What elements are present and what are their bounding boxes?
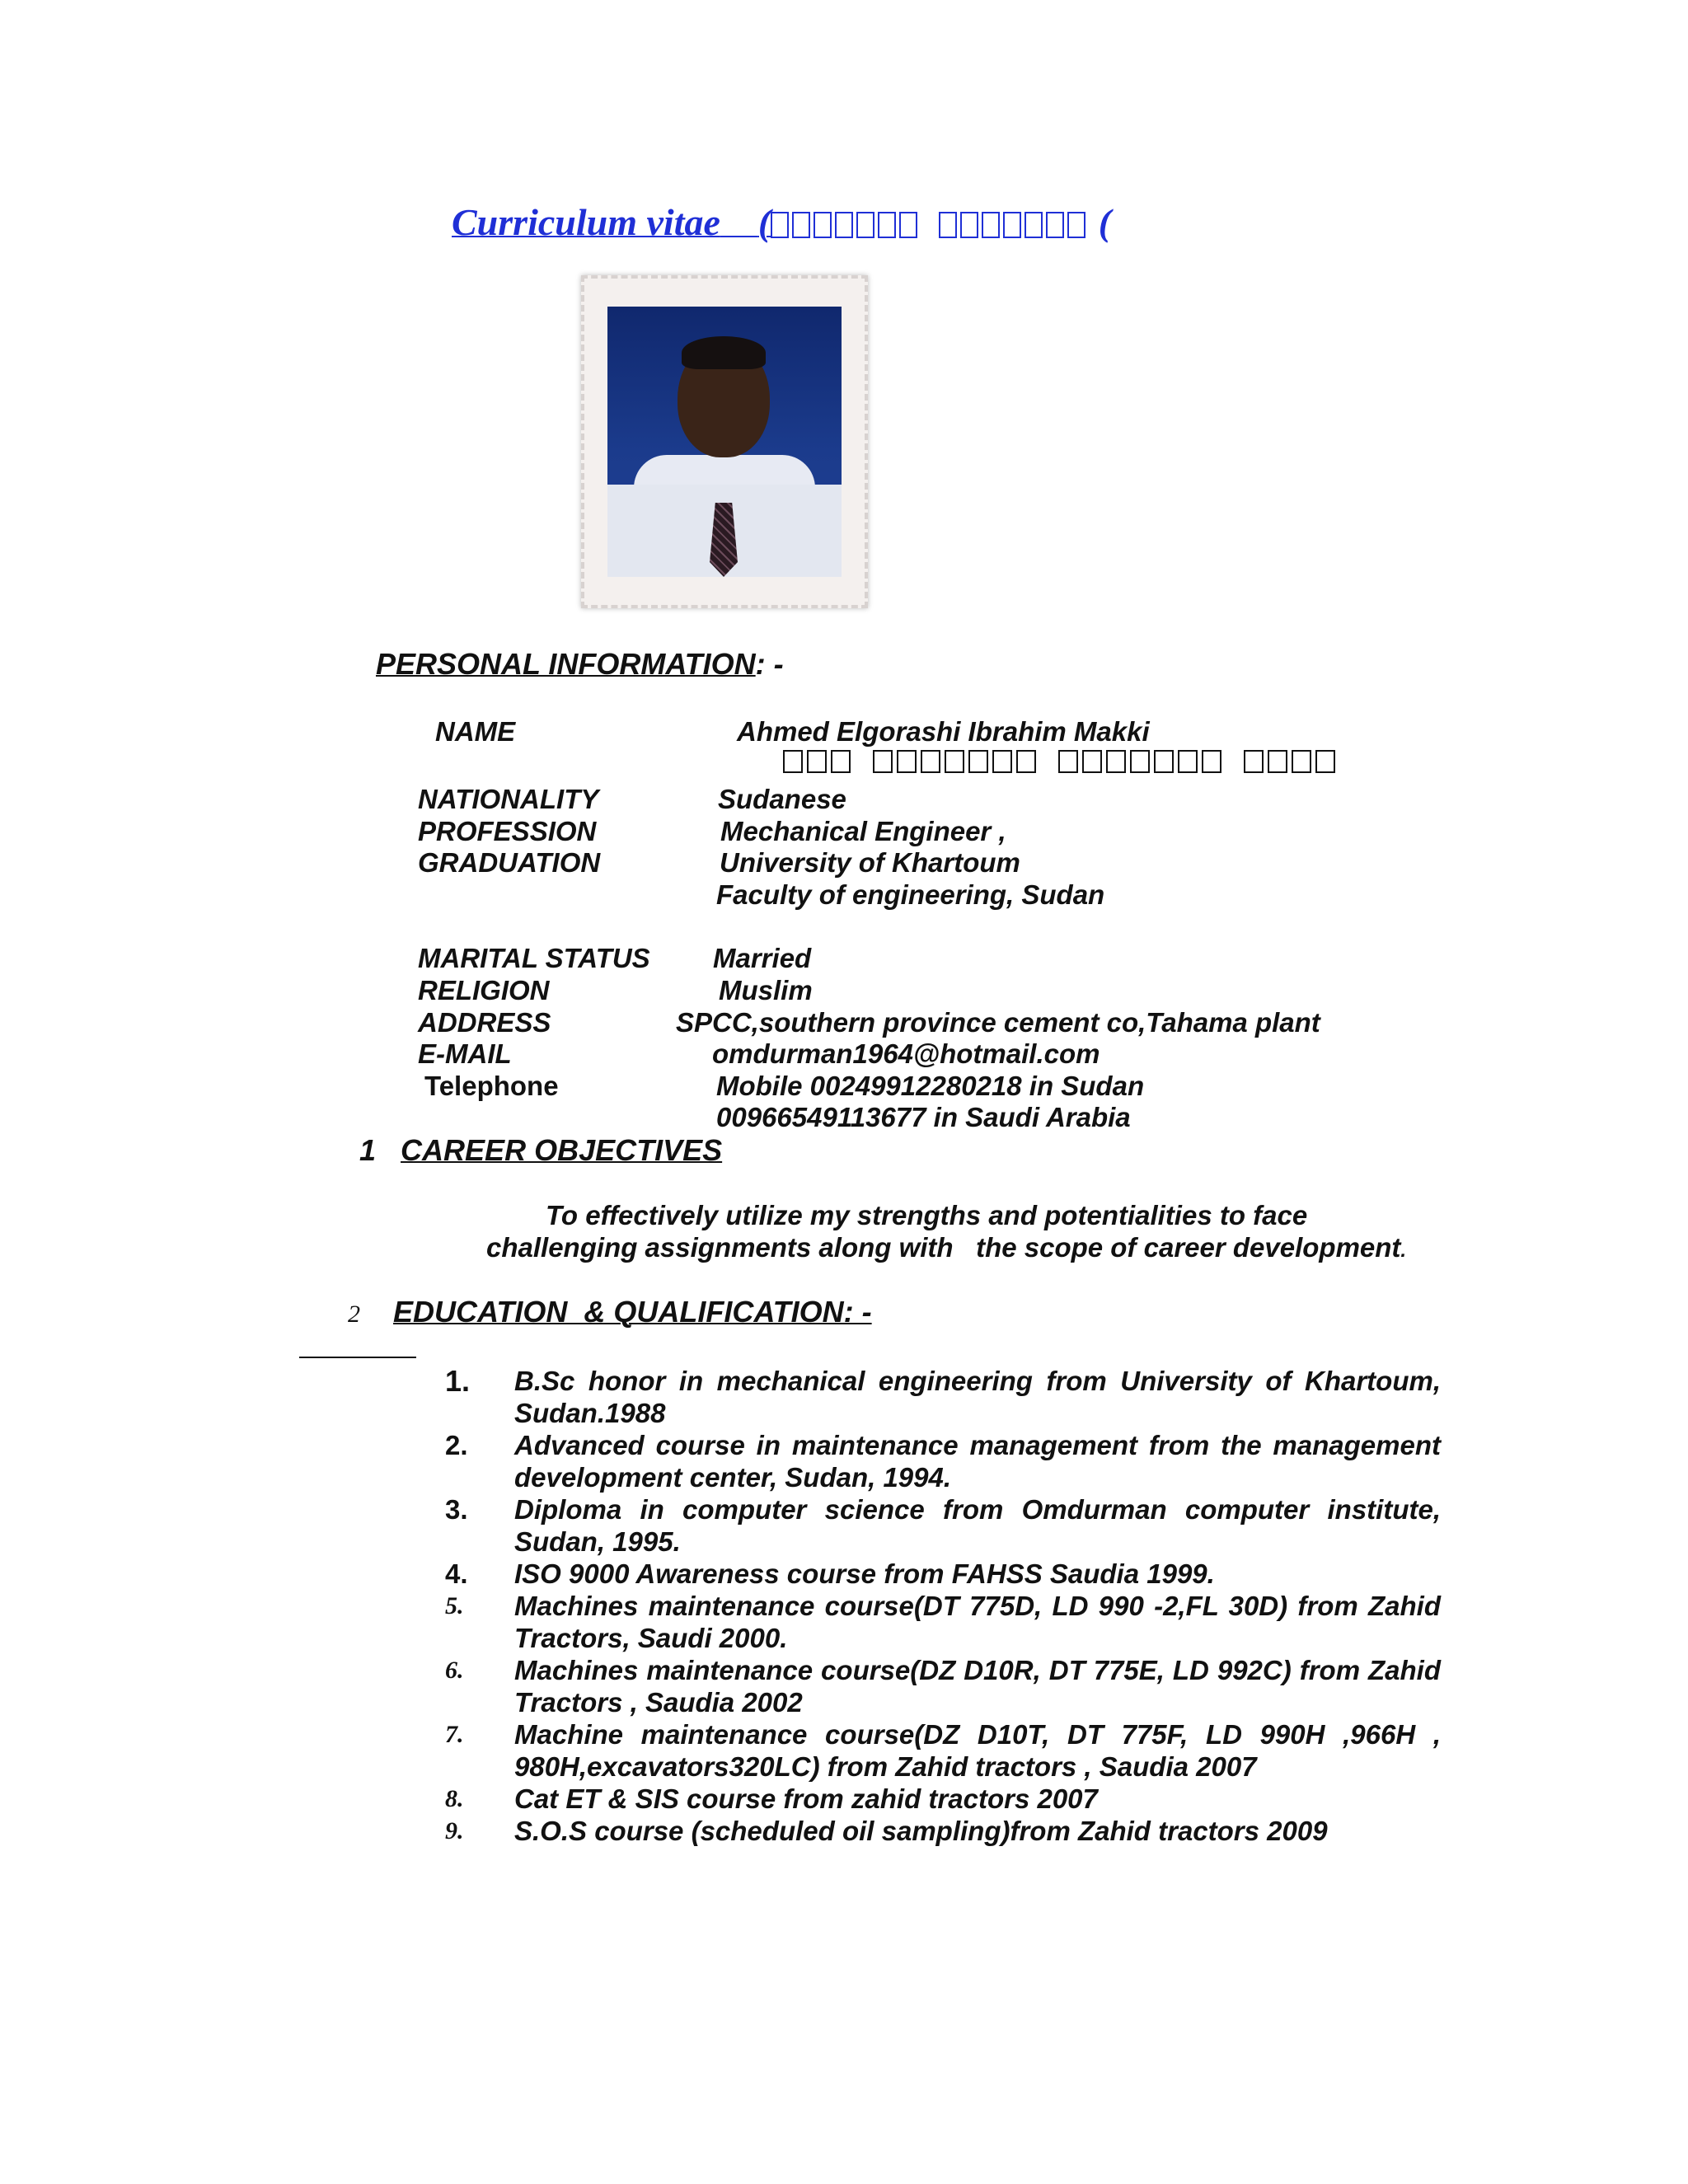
profession-value: Mechanical Engineer , — [720, 816, 1006, 846]
document-title[interactable]: Curriculum vitae ( ( — [452, 199, 1111, 246]
list-item: 5. Machines maintenance course(DT 775D, LD 990 -2,FL 30D) from Zahid Tractors, Saudi 2000. — [445, 1591, 1441, 1653]
personal-information-heading: PERSONAL INFORMATION: - — [376, 647, 784, 681]
list-item: 1. B.Sc honor in mechanical engineering from University of Khartoum, Sudan.1988 — [445, 1364, 1441, 1428]
email-value[interactable]: omdurman1964@hotmail.com — [712, 1038, 1100, 1069]
address-label: ADDRESS — [418, 1007, 551, 1038]
telephone-label: Telephone — [424, 1071, 559, 1101]
name-value: Ahmed Elgorashi Ibrahim Makki — [737, 716, 1150, 747]
marital-status-label: MARITAL STATUS — [418, 943, 650, 973]
short-rule — [299, 1357, 416, 1358]
missing-glyphs-arabic-title — [771, 199, 1089, 246]
religion-value: Muslim — [719, 975, 813, 1005]
email-label: E-MAIL — [418, 1038, 512, 1069]
title-link[interactable]: Curriculum vitae ( — [452, 201, 1089, 243]
telephone-value-saudi: 00966549113677 in Saudi Arabia — [716, 1102, 1131, 1132]
list-item: 4. ISO 9000 Awareness course from FAHSS Saudia 1999. — [445, 1558, 1215, 1589]
list-item: 8. Cat ET & SIS course from zahid tractors 2007 — [445, 1783, 1098, 1814]
graduation-value-faculty: Faculty of engineering, Sudan — [716, 879, 1105, 910]
career-objective-line-1: To effectively utilize my strengths and potentialities to face — [546, 1200, 1308, 1230]
applicant-photo — [581, 275, 868, 608]
telephone-value-sudan: Mobile 00249912280218 in Sudan — [716, 1071, 1145, 1101]
profession-label: PROFESSION — [418, 816, 597, 846]
list-item: 9. S.O.S course (scheduled oil sampling)from Zahid tractors 2009 — [445, 1816, 1328, 1846]
graduation-label: GRADUATION — [418, 847, 601, 878]
career-objectives-heading: 1 CAREER OBJECTIVES — [359, 1133, 723, 1167]
marital-status-value: Married — [713, 943, 812, 973]
name-label: NAME — [435, 716, 516, 747]
education-heading: 2 EDUCATION & QUALIFICATION: - — [348, 1295, 872, 1329]
education-list — [445, 1365, 1441, 1847]
nationality-value: Sudanese — [718, 784, 846, 814]
graduation-value-university: University of Khartoum — [720, 847, 1020, 878]
education-section-number: 2 — [348, 1301, 360, 1328]
religion-label: RELIGION — [418, 975, 550, 1005]
missing-glyphs-arabic-name — [783, 750, 1339, 774]
nationality-label: NATIONALITY — [418, 784, 599, 814]
list-item: 6. Machines maintenance course(DZ D10R, DT 775E, LD 992C) from Zahid Tractors , Saudia 2002 — [445, 1655, 1441, 1718]
career-section-number: 1 — [359, 1133, 377, 1167]
list-item: 3. Diploma in computer science from Omdurman computer institute, Sudan, 1995. — [445, 1494, 1441, 1557]
career-objective-line-2: challenging assignments along with the scope of career development. — [486, 1232, 1407, 1263]
address-value: SPCC,southern province cement co,Tahama plant — [676, 1007, 1320, 1038]
list-item: 2. Advanced course in maintenance management from the management development center, Sudan, 1994. — [445, 1430, 1441, 1493]
list-item: 7. Machine maintenance course(DZ D10T, DT 775F, LD 990H ,966H , 980H,excavators320LC) from Zahid tractors , Saudia 2007 — [445, 1719, 1441, 1782]
